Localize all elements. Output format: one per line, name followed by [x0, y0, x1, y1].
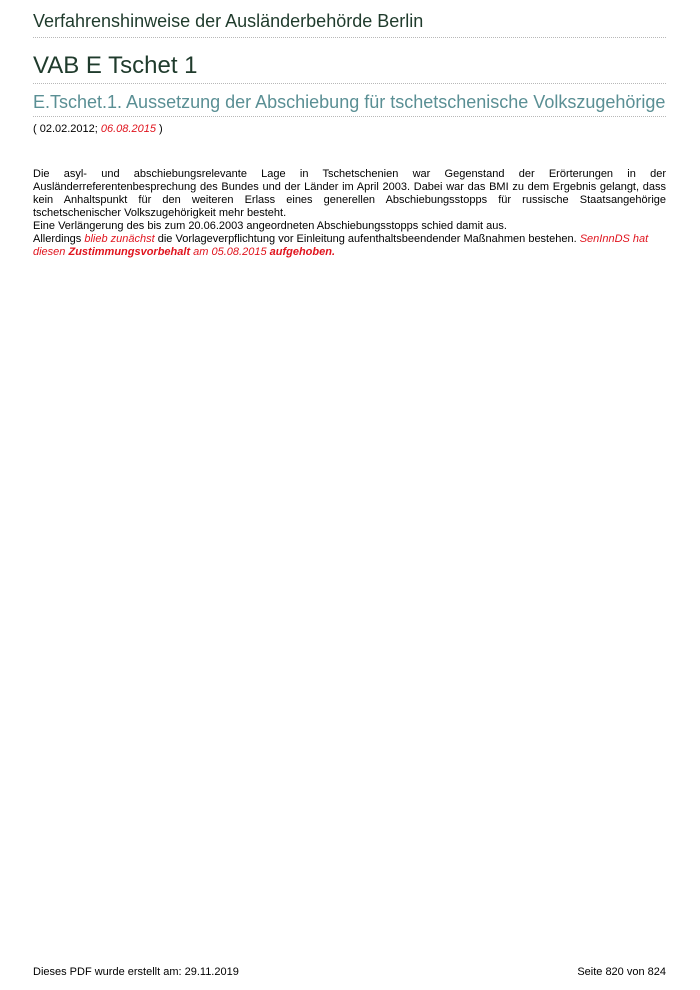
p3-amended-1: blieb zunächst: [84, 233, 155, 245]
amended-date: 06.08.2015: [100, 123, 156, 135]
p3-part-2: die Vorlageverpflichtung vor Einleitung aufenthaltsbeendender Maßnahmen bestehen.: [154, 233, 580, 245]
paragraph-1: Die asyl- und abschiebungsrelevante Lage in Tschetschenien war Gegenstand der Erörterungen in der Ausländerreferentenbesprechung des Bundes und der Länder im April 2003. Dabei war das BMI zu dem Ergebnis gelangt, dass kein Anhaltspunkt für den weiteren Erlass eines generellen Abschiebungsstopps für russische Staatsangehörige tschetschenischer Volkszugehörigkeit mehr besteht.: [33, 168, 666, 219]
footer-created-date: Dieses PDF wurde erstellt am: 29.11.2019: [33, 966, 239, 978]
p3-amended-bold-2: aufgehoben.: [269, 246, 336, 258]
section-divider: [33, 116, 666, 117]
header-divider: [33, 37, 666, 38]
body-text: [33, 168, 666, 259]
section-heading: E.Tschet.1. Aussetzung der Abschiebung für tschetschenische Volkszugehörige: [33, 92, 666, 112]
dates-open: ( 02.02.2012;: [33, 123, 101, 135]
revision-dates: [33, 123, 163, 135]
p3-amended-bold-1: Zustimmungsvorbehalt: [68, 246, 191, 258]
dates-close: ): [155, 123, 163, 135]
p3-part-1: Allerdings: [33, 233, 85, 245]
document-title: VAB E Tschet 1: [33, 52, 198, 79]
title-divider: [33, 83, 666, 84]
paragraph-2: Eine Verlängerung des bis zum 20.06.2003 angeordneten Abschiebungsstopps schied damit aus.: [33, 220, 507, 232]
footer-page-number: Seite 820 von 824: [577, 966, 666, 978]
p3-amended-2: SenInnDS hat diesen: [33, 233, 649, 258]
header-title: Verfahrenshinweise der Ausländerbehörde Berlin: [33, 11, 424, 31]
p3-amended-3: am 05.08.2015: [190, 246, 270, 258]
paragraph-3: [33, 233, 666, 259]
